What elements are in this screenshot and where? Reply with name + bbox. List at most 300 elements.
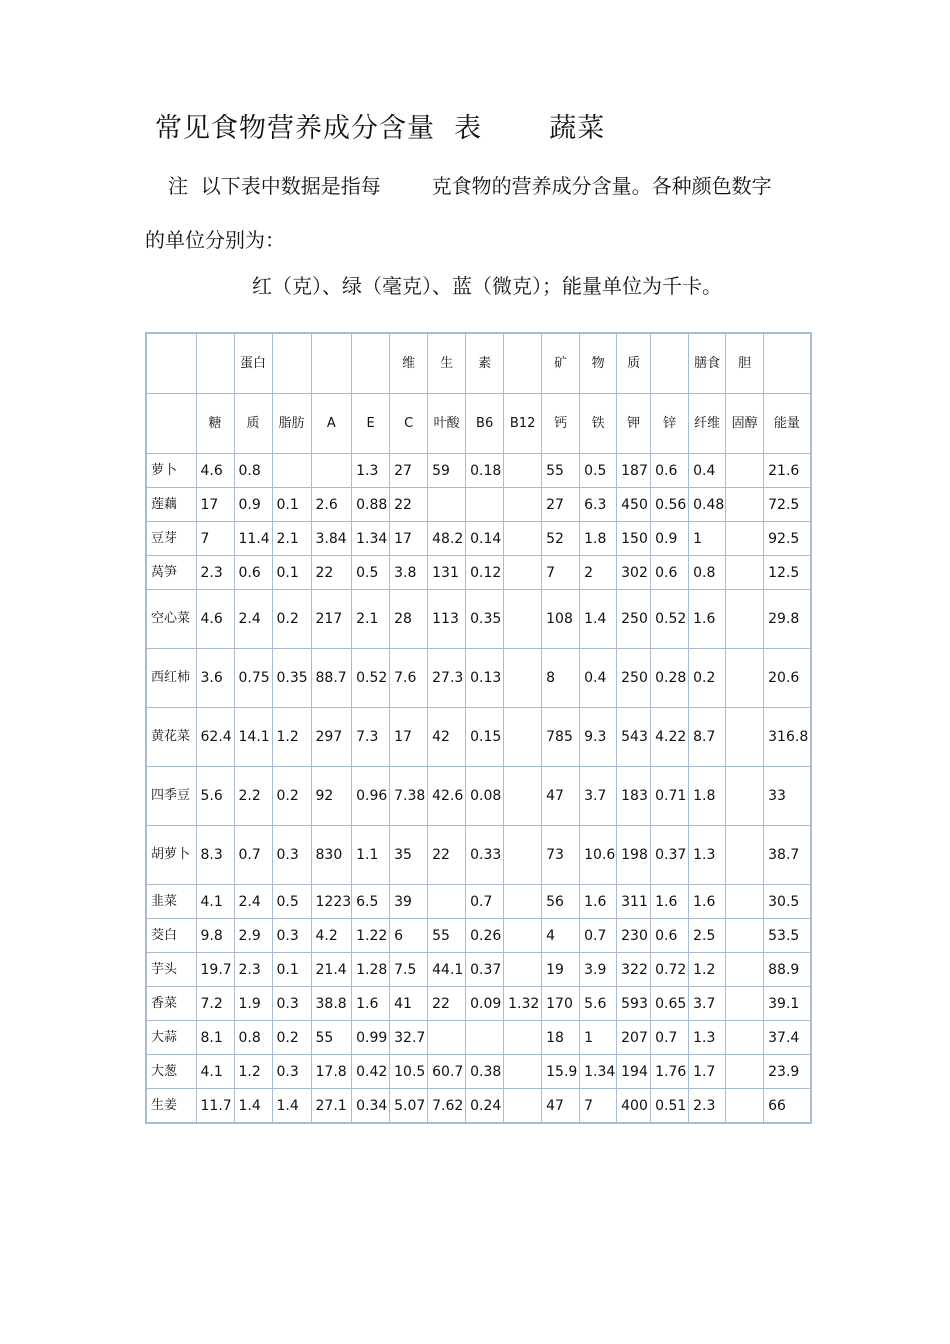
header-cell bbox=[504, 333, 542, 394]
value-cell: 0.6 bbox=[651, 919, 689, 953]
value-cell: 207 bbox=[617, 1021, 651, 1055]
value-cell: 47 bbox=[542, 1089, 580, 1124]
value-cell: 593 bbox=[617, 987, 651, 1021]
value-cell: 19 bbox=[542, 953, 580, 987]
note-line-2: 的单位分别为： bbox=[145, 228, 285, 252]
value-cell: 3.9 bbox=[580, 953, 617, 987]
header-cell: 矿 bbox=[542, 333, 580, 394]
value-cell: 0.48 bbox=[689, 488, 726, 522]
value-cell: 2.5 bbox=[689, 919, 726, 953]
value-cell: 3.7 bbox=[689, 987, 726, 1021]
value-cell: 0.65 bbox=[651, 987, 689, 1021]
value-cell: 217 bbox=[311, 590, 352, 649]
value-cell: 38.7 bbox=[764, 826, 811, 885]
value-cell: 4.6 bbox=[196, 454, 234, 488]
value-cell bbox=[504, 826, 542, 885]
value-cell: 0.6 bbox=[234, 556, 272, 590]
value-cell: 2.9 bbox=[234, 919, 272, 953]
food-name-cell: 韭菜 bbox=[146, 885, 196, 919]
value-cell: 41 bbox=[390, 987, 428, 1021]
value-cell bbox=[726, 767, 764, 826]
header-cell bbox=[272, 333, 311, 394]
value-cell: 88.9 bbox=[764, 953, 811, 987]
value-cell: 38.8 bbox=[311, 987, 352, 1021]
value-cell: 10.5 bbox=[390, 1055, 428, 1089]
table-row bbox=[146, 649, 811, 708]
value-cell: 8 bbox=[542, 649, 580, 708]
value-cell: 7.2 bbox=[196, 987, 234, 1021]
value-cell: 0.75 bbox=[234, 649, 272, 708]
value-cell: 1.8 bbox=[580, 522, 617, 556]
value-cell: 543 bbox=[617, 708, 651, 767]
value-cell: 250 bbox=[617, 590, 651, 649]
value-cell: 170 bbox=[542, 987, 580, 1021]
value-cell: 302 bbox=[617, 556, 651, 590]
value-cell: 92 bbox=[311, 767, 352, 826]
value-cell: 1.4 bbox=[580, 590, 617, 649]
value-cell: 400 bbox=[617, 1089, 651, 1124]
value-cell bbox=[726, 522, 764, 556]
value-cell: 0.8 bbox=[689, 556, 726, 590]
value-cell bbox=[726, 590, 764, 649]
value-cell: 0.26 bbox=[466, 919, 504, 953]
value-cell: 2 bbox=[580, 556, 617, 590]
value-cell: 113 bbox=[428, 590, 466, 649]
value-cell: 0.1 bbox=[272, 556, 311, 590]
value-cell: 0.52 bbox=[352, 649, 390, 708]
value-cell bbox=[504, 885, 542, 919]
value-cell: 250 bbox=[617, 649, 651, 708]
value-cell: 1.1 bbox=[352, 826, 390, 885]
value-cell: 29.8 bbox=[764, 590, 811, 649]
header-cell bbox=[352, 333, 390, 394]
value-cell: 0.6 bbox=[651, 454, 689, 488]
value-cell: 4.1 bbox=[196, 1055, 234, 1089]
value-cell: 150 bbox=[617, 522, 651, 556]
value-cell: 18 bbox=[542, 1021, 580, 1055]
value-cell: 0.37 bbox=[651, 826, 689, 885]
value-cell: 48.2 bbox=[428, 522, 466, 556]
value-cell: 12.5 bbox=[764, 556, 811, 590]
value-cell: 1.22 bbox=[352, 919, 390, 953]
value-cell: 0.24 bbox=[466, 1089, 504, 1124]
header-cell: B12 bbox=[504, 394, 542, 454]
value-cell: 4.1 bbox=[196, 885, 234, 919]
value-cell: 7.3 bbox=[352, 708, 390, 767]
value-cell bbox=[726, 919, 764, 953]
value-cell: 21.6 bbox=[764, 454, 811, 488]
value-cell: 9.3 bbox=[580, 708, 617, 767]
value-cell: 1.2 bbox=[272, 708, 311, 767]
value-cell bbox=[466, 1021, 504, 1055]
value-cell: 1.28 bbox=[352, 953, 390, 987]
value-cell bbox=[504, 767, 542, 826]
value-cell bbox=[726, 649, 764, 708]
value-cell bbox=[726, 1021, 764, 1055]
value-cell: 5.6 bbox=[580, 987, 617, 1021]
header-cell: 素 bbox=[466, 333, 504, 394]
value-cell bbox=[504, 919, 542, 953]
value-cell: 39 bbox=[390, 885, 428, 919]
value-cell bbox=[726, 488, 764, 522]
value-cell bbox=[726, 708, 764, 767]
value-cell: 2.4 bbox=[234, 590, 272, 649]
value-cell: 0.99 bbox=[352, 1021, 390, 1055]
value-cell: 0.35 bbox=[272, 649, 311, 708]
value-cell: 9.8 bbox=[196, 919, 234, 953]
table-header-row bbox=[146, 394, 811, 454]
value-cell bbox=[504, 1021, 542, 1055]
value-cell: 1.2 bbox=[234, 1055, 272, 1089]
value-cell: 0.4 bbox=[689, 454, 726, 488]
value-cell: 10.6 bbox=[580, 826, 617, 885]
value-cell: 0.42 bbox=[352, 1055, 390, 1089]
value-cell: 22 bbox=[428, 826, 466, 885]
value-cell: 15.9 bbox=[542, 1055, 580, 1089]
header-cell bbox=[146, 333, 196, 394]
header-cell: 能量 bbox=[764, 394, 811, 454]
value-cell: 47 bbox=[542, 767, 580, 826]
value-cell: 52 bbox=[542, 522, 580, 556]
value-cell: 0.18 bbox=[466, 454, 504, 488]
table-row bbox=[146, 987, 811, 1021]
value-cell: 1.8 bbox=[689, 767, 726, 826]
value-cell bbox=[504, 1089, 542, 1124]
value-cell: 5.07 bbox=[390, 1089, 428, 1124]
header-cell: 锌 bbox=[651, 394, 689, 454]
header-cell: 糖 bbox=[196, 394, 234, 454]
value-cell: 0.7 bbox=[466, 885, 504, 919]
value-cell: 1.2 bbox=[689, 953, 726, 987]
header-cell: 固醇 bbox=[726, 394, 764, 454]
value-cell: 0.33 bbox=[466, 826, 504, 885]
value-cell: 0.13 bbox=[466, 649, 504, 708]
value-cell: 37.4 bbox=[764, 1021, 811, 1055]
value-cell: 0.5 bbox=[580, 454, 617, 488]
value-cell: 1.6 bbox=[352, 987, 390, 1021]
value-cell: 0.3 bbox=[272, 987, 311, 1021]
value-cell: 56 bbox=[542, 885, 580, 919]
value-cell: 1.3 bbox=[689, 826, 726, 885]
header-cell: 膳食 bbox=[689, 333, 726, 394]
value-cell: 1.6 bbox=[580, 885, 617, 919]
value-cell: 88.7 bbox=[311, 649, 352, 708]
food-name-cell: 生姜 bbox=[146, 1089, 196, 1124]
value-cell bbox=[504, 649, 542, 708]
value-cell: 198 bbox=[617, 826, 651, 885]
value-cell: 8.1 bbox=[196, 1021, 234, 1055]
value-cell bbox=[504, 522, 542, 556]
value-cell bbox=[504, 953, 542, 987]
value-cell: 2.2 bbox=[234, 767, 272, 826]
header-cell: 脂肪 bbox=[272, 394, 311, 454]
value-cell: 7 bbox=[542, 556, 580, 590]
header-cell bbox=[196, 333, 234, 394]
value-cell: 66 bbox=[764, 1089, 811, 1124]
value-cell: 0.51 bbox=[651, 1089, 689, 1124]
value-cell: 17 bbox=[196, 488, 234, 522]
value-cell: 0.52 bbox=[651, 590, 689, 649]
value-cell: 5.6 bbox=[196, 767, 234, 826]
value-cell: 2.3 bbox=[689, 1089, 726, 1124]
value-cell: 30.5 bbox=[764, 885, 811, 919]
header-cell: B6 bbox=[466, 394, 504, 454]
value-cell: 55 bbox=[542, 454, 580, 488]
value-cell: 0.38 bbox=[466, 1055, 504, 1089]
value-cell: 0.2 bbox=[272, 590, 311, 649]
table-row bbox=[146, 1055, 811, 1089]
value-cell bbox=[726, 826, 764, 885]
value-cell: 11.7 bbox=[196, 1089, 234, 1124]
value-cell: 0.71 bbox=[651, 767, 689, 826]
value-cell: 22 bbox=[390, 488, 428, 522]
value-cell: 1.7 bbox=[689, 1055, 726, 1089]
value-cell bbox=[466, 488, 504, 522]
value-cell: 39.1 bbox=[764, 987, 811, 1021]
food-name-cell: 胡萝卜 bbox=[146, 826, 196, 885]
value-cell bbox=[428, 488, 466, 522]
value-cell: 17 bbox=[390, 708, 428, 767]
table-row bbox=[146, 767, 811, 826]
header-cell: 质 bbox=[234, 394, 272, 454]
value-cell: 14.1 bbox=[234, 708, 272, 767]
food-name-cell: 黄花菜 bbox=[146, 708, 196, 767]
value-cell: 2.6 bbox=[311, 488, 352, 522]
value-cell: 4 bbox=[542, 919, 580, 953]
value-cell: 4.22 bbox=[651, 708, 689, 767]
food-name-cell: 莲藕 bbox=[146, 488, 196, 522]
note-line-1: 注 以下表中数据是指每 克食物的营养成分含量。各种颜色数字 bbox=[168, 174, 772, 198]
value-cell bbox=[504, 556, 542, 590]
value-cell: 0.5 bbox=[352, 556, 390, 590]
food-name-cell: 豆芽 bbox=[146, 522, 196, 556]
value-cell: 7.6 bbox=[390, 649, 428, 708]
value-cell: 0.5 bbox=[272, 885, 311, 919]
table-row bbox=[146, 522, 811, 556]
value-cell: 316.8 bbox=[764, 708, 811, 767]
value-cell: 0.7 bbox=[580, 919, 617, 953]
value-cell: 6.3 bbox=[580, 488, 617, 522]
value-cell: 2.3 bbox=[234, 953, 272, 987]
value-cell: 11.4 bbox=[234, 522, 272, 556]
value-cell: 0.2 bbox=[272, 767, 311, 826]
header-cell: 蛋白 bbox=[234, 333, 272, 394]
value-cell bbox=[504, 708, 542, 767]
value-cell bbox=[504, 1055, 542, 1089]
value-cell bbox=[504, 488, 542, 522]
value-cell: 2.3 bbox=[196, 556, 234, 590]
value-cell: 230 bbox=[617, 919, 651, 953]
table-row bbox=[146, 826, 811, 885]
food-name-cell: 茭白 bbox=[146, 919, 196, 953]
value-cell: 3.84 bbox=[311, 522, 352, 556]
value-cell: 1 bbox=[580, 1021, 617, 1055]
value-cell: 62.4 bbox=[196, 708, 234, 767]
value-cell: 7 bbox=[580, 1089, 617, 1124]
food-name-cell: 西红柿 bbox=[146, 649, 196, 708]
value-cell: 35 bbox=[390, 826, 428, 885]
value-cell: 22 bbox=[311, 556, 352, 590]
value-cell: 0.1 bbox=[272, 488, 311, 522]
table-row bbox=[146, 1089, 811, 1124]
value-cell: 72.5 bbox=[764, 488, 811, 522]
header-cell bbox=[146, 394, 196, 454]
header-cell: 生 bbox=[428, 333, 466, 394]
value-cell: 0.6 bbox=[651, 556, 689, 590]
value-cell: 0.14 bbox=[466, 522, 504, 556]
value-cell: 6 bbox=[390, 919, 428, 953]
header-cell: A bbox=[311, 394, 352, 454]
value-cell: 17 bbox=[390, 522, 428, 556]
value-cell: 0.72 bbox=[651, 953, 689, 987]
header-cell: 铁 bbox=[580, 394, 617, 454]
value-cell: 0.3 bbox=[272, 1055, 311, 1089]
value-cell: 0.56 bbox=[651, 488, 689, 522]
value-cell: 0.28 bbox=[651, 649, 689, 708]
value-cell: 59 bbox=[428, 454, 466, 488]
value-cell: 4.6 bbox=[196, 590, 234, 649]
value-cell: 0.1 bbox=[272, 953, 311, 987]
value-cell: 322 bbox=[617, 953, 651, 987]
value-cell bbox=[428, 1021, 466, 1055]
food-name-cell: 芋头 bbox=[146, 953, 196, 987]
value-cell: 27 bbox=[542, 488, 580, 522]
value-cell: 1.6 bbox=[651, 885, 689, 919]
value-cell: 0.4 bbox=[580, 649, 617, 708]
value-cell: 20.6 bbox=[764, 649, 811, 708]
value-cell bbox=[726, 1089, 764, 1124]
header-cell: C bbox=[390, 394, 428, 454]
value-cell: 450 bbox=[617, 488, 651, 522]
value-cell: 1.4 bbox=[272, 1089, 311, 1124]
value-cell: 1.32 bbox=[504, 987, 542, 1021]
value-cell: 8.7 bbox=[689, 708, 726, 767]
value-cell: 0.2 bbox=[689, 649, 726, 708]
header-cell: E bbox=[352, 394, 390, 454]
value-cell bbox=[726, 987, 764, 1021]
value-cell: 1223 bbox=[311, 885, 352, 919]
value-cell bbox=[726, 1055, 764, 1089]
value-cell bbox=[726, 953, 764, 987]
food-name-cell: 香菜 bbox=[146, 987, 196, 1021]
value-cell: 0.09 bbox=[466, 987, 504, 1021]
value-cell: 21.4 bbox=[311, 953, 352, 987]
header-cell: 胆 bbox=[726, 333, 764, 394]
value-cell: 297 bbox=[311, 708, 352, 767]
value-cell: 0.96 bbox=[352, 767, 390, 826]
value-cell: 1.3 bbox=[352, 454, 390, 488]
header-cell: 纤维 bbox=[689, 394, 726, 454]
value-cell: 17.8 bbox=[311, 1055, 352, 1089]
value-cell: 1.34 bbox=[580, 1055, 617, 1089]
header-cell bbox=[651, 333, 689, 394]
value-cell: 33 bbox=[764, 767, 811, 826]
value-cell: 311 bbox=[617, 885, 651, 919]
food-name-cell: 空心菜 bbox=[146, 590, 196, 649]
food-name-cell: 萝卜 bbox=[146, 454, 196, 488]
header-cell: 钙 bbox=[542, 394, 580, 454]
value-cell: 8.3 bbox=[196, 826, 234, 885]
value-cell: 55 bbox=[311, 1021, 352, 1055]
value-cell: 53.5 bbox=[764, 919, 811, 953]
value-cell: 1.4 bbox=[234, 1089, 272, 1124]
value-cell: 2.1 bbox=[352, 590, 390, 649]
value-cell: 1.9 bbox=[234, 987, 272, 1021]
value-cell: 22 bbox=[428, 987, 466, 1021]
value-cell: 0.15 bbox=[466, 708, 504, 767]
value-cell: 0.3 bbox=[272, 826, 311, 885]
table-row bbox=[146, 919, 811, 953]
value-cell: 0.35 bbox=[466, 590, 504, 649]
value-cell: 27.3 bbox=[428, 649, 466, 708]
value-cell bbox=[311, 454, 352, 488]
value-cell: 3.8 bbox=[390, 556, 428, 590]
value-cell: 0.7 bbox=[234, 826, 272, 885]
value-cell: 55 bbox=[428, 919, 466, 953]
table-row bbox=[146, 708, 811, 767]
value-cell: 0.9 bbox=[234, 488, 272, 522]
page-title: 常见食物营养成分含量 表 蔬菜 bbox=[155, 113, 606, 144]
food-name-cell: 大葱 bbox=[146, 1055, 196, 1089]
value-cell: 108 bbox=[542, 590, 580, 649]
value-cell: 0.12 bbox=[466, 556, 504, 590]
value-cell: 1.34 bbox=[352, 522, 390, 556]
header-cell: 叶酸 bbox=[428, 394, 466, 454]
value-cell: 1.6 bbox=[689, 885, 726, 919]
value-cell: 1.6 bbox=[689, 590, 726, 649]
value-cell: 1.3 bbox=[689, 1021, 726, 1055]
value-cell: 183 bbox=[617, 767, 651, 826]
value-cell bbox=[428, 885, 466, 919]
value-cell: 7 bbox=[196, 522, 234, 556]
header-cell: 质 bbox=[617, 333, 651, 394]
value-cell: 0.9 bbox=[651, 522, 689, 556]
food-name-cell: 莴笋 bbox=[146, 556, 196, 590]
value-cell bbox=[726, 454, 764, 488]
table-row bbox=[146, 556, 811, 590]
value-cell: 194 bbox=[617, 1055, 651, 1089]
value-cell: 7.62 bbox=[428, 1089, 466, 1124]
value-cell: 187 bbox=[617, 454, 651, 488]
value-cell: 60.7 bbox=[428, 1055, 466, 1089]
table-row bbox=[146, 953, 811, 987]
value-cell: 4.2 bbox=[311, 919, 352, 953]
value-cell: 0.8 bbox=[234, 454, 272, 488]
header-cell bbox=[764, 333, 811, 394]
table-row bbox=[146, 488, 811, 522]
value-cell: 42.6 bbox=[428, 767, 466, 826]
value-cell: 2.4 bbox=[234, 885, 272, 919]
header-cell: 维 bbox=[390, 333, 428, 394]
table-row bbox=[146, 590, 811, 649]
value-cell bbox=[504, 590, 542, 649]
value-cell: 0.3 bbox=[272, 919, 311, 953]
note-line-3: 红（克）、绿（毫克）、蓝（微克）；能量单位为千卡。 bbox=[252, 274, 722, 298]
value-cell: 92.5 bbox=[764, 522, 811, 556]
value-cell: 0.88 bbox=[352, 488, 390, 522]
nutrition-table bbox=[145, 332, 812, 1124]
value-cell: 7.38 bbox=[390, 767, 428, 826]
value-cell bbox=[726, 885, 764, 919]
value-cell: 28 bbox=[390, 590, 428, 649]
value-cell: 3.6 bbox=[196, 649, 234, 708]
value-cell: 44.1 bbox=[428, 953, 466, 987]
value-cell: 0.34 bbox=[352, 1089, 390, 1124]
value-cell: 27.1 bbox=[311, 1089, 352, 1124]
value-cell: 6.5 bbox=[352, 885, 390, 919]
value-cell: 32.7 bbox=[390, 1021, 428, 1055]
value-cell bbox=[272, 454, 311, 488]
